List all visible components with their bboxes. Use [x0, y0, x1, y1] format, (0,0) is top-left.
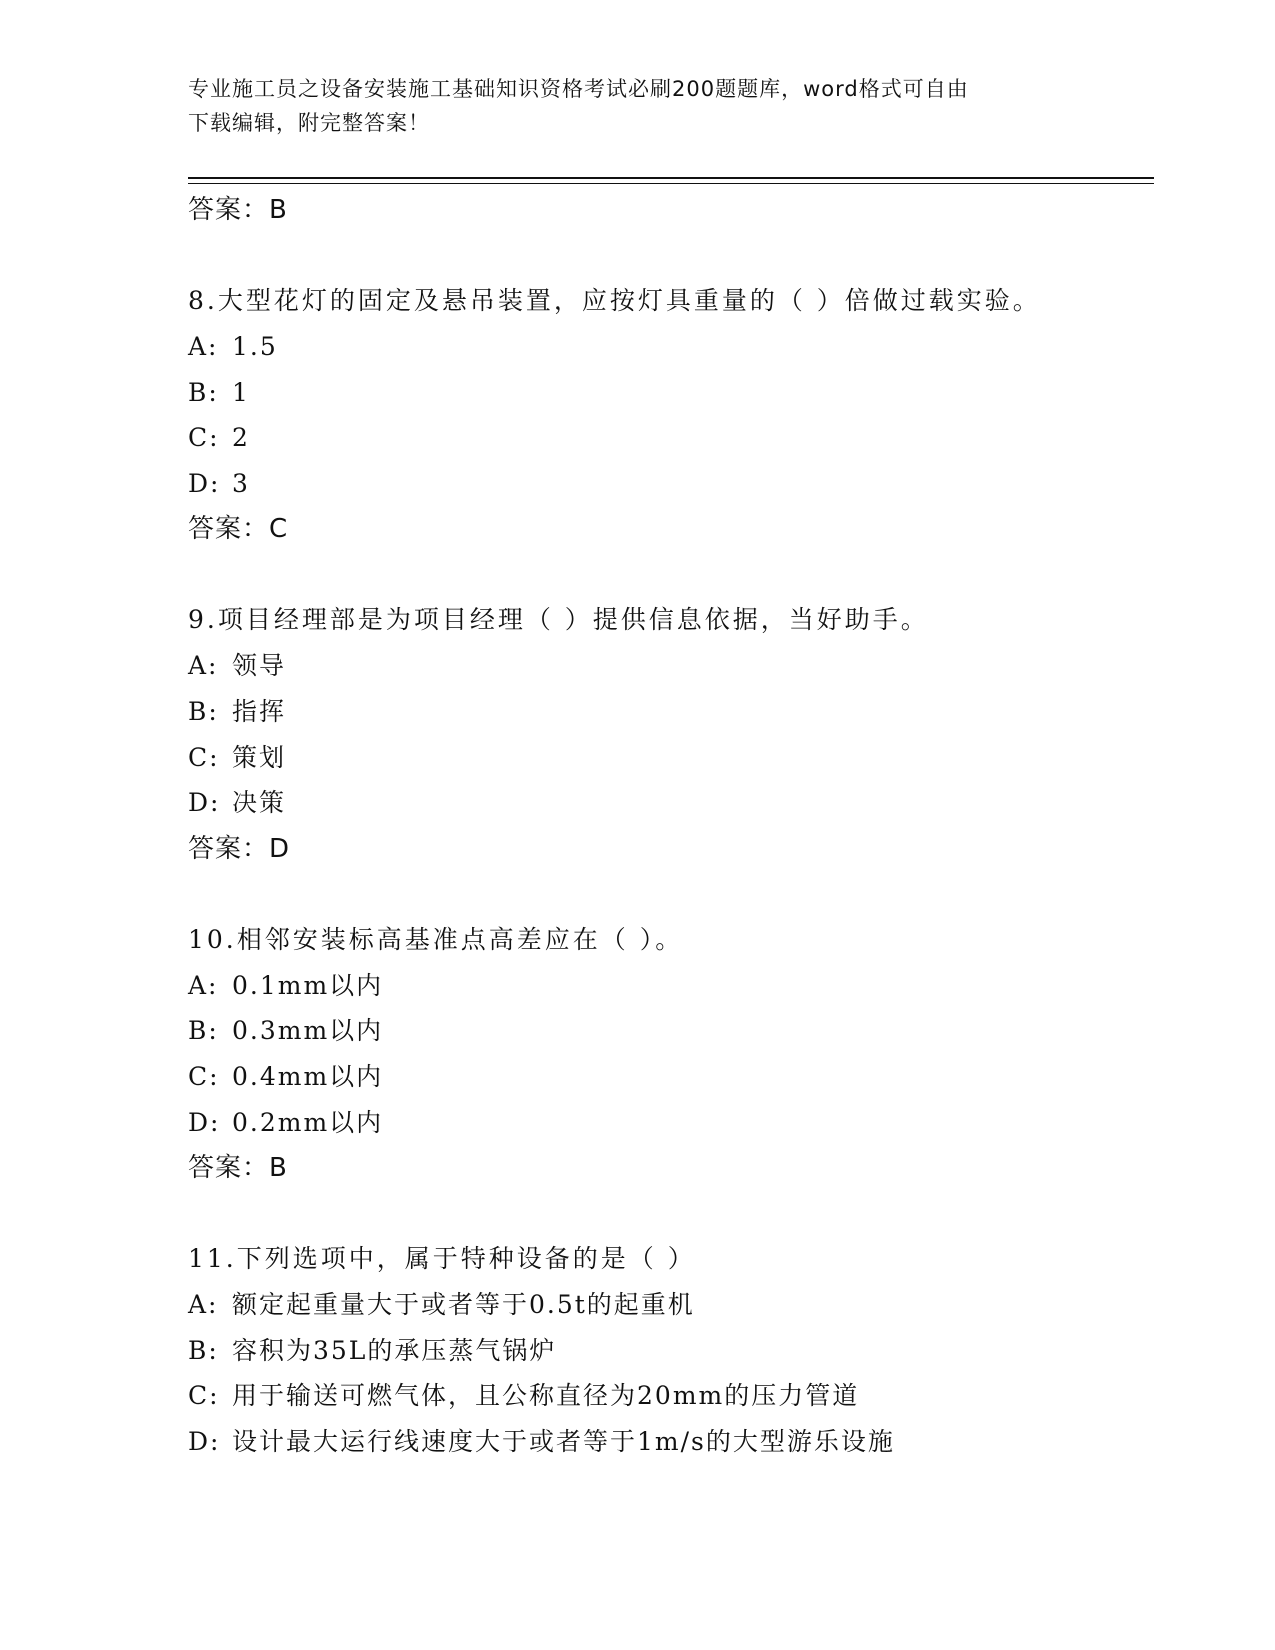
option-text: 0.1mm以内: [232, 970, 384, 1000]
option-10-c: [188, 1054, 1154, 1100]
option-8-a: [188, 324, 1154, 370]
option-11-d: [188, 1419, 1154, 1465]
option-letter: B:: [188, 1335, 219, 1365]
question-9-text: 9.项目经理部是为项目经理（ ）提供信息依据，当好助手。: [188, 605, 929, 635]
option-text: 3: [232, 468, 250, 498]
option-letter: A:: [188, 1290, 219, 1320]
header-line-2: 下载编辑，附完整答案！: [188, 111, 430, 135]
answer-10: 答案：B: [188, 1153, 288, 1184]
option-9-c: [188, 735, 1154, 781]
option-8-b: [188, 370, 1154, 416]
question-block-8: [188, 278, 1154, 552]
option-11-a: [188, 1282, 1154, 1328]
option-text: 额定起重量大于或者等于0.5t的起重机: [232, 1290, 695, 1320]
question-11-text: 11.下列选项中，属于特种设备的是（ ）: [188, 1244, 696, 1274]
answer-8: 答案：C: [188, 514, 289, 545]
option-8-c: [188, 415, 1154, 461]
option-text: 1.5: [232, 332, 278, 361]
option-letter: A:: [188, 332, 219, 361]
spacer: [188, 1191, 1154, 1236]
option-text: 决策: [232, 788, 287, 818]
option-letter: D:: [188, 1107, 221, 1137]
option-text: 策划: [232, 742, 287, 772]
option-letter: A:: [188, 651, 219, 681]
option-text: 领导: [232, 651, 287, 681]
question-list: [188, 187, 1154, 1465]
option-letter: C:: [188, 1381, 220, 1411]
option-letter: D:: [188, 468, 221, 498]
option-letter: C:: [188, 1061, 220, 1091]
option-letter: B:: [188, 696, 219, 726]
option-letter: C:: [188, 423, 220, 453]
option-text: 2: [232, 423, 250, 453]
option-8-d: [188, 461, 1154, 507]
question-block-11: [188, 1236, 1154, 1464]
spacer: [188, 872, 1154, 917]
option-text: 0.2mm以内: [232, 1107, 384, 1137]
option-letter: D:: [188, 1426, 221, 1456]
answer-9: 答案：D: [188, 833, 291, 864]
option-9-b: [188, 689, 1154, 735]
question-10-text: 10.相邻安装标高基准点高差应在（ ）。: [188, 924, 684, 954]
option-text: 设计最大运行线速度大于或者等于1m/s的大型游乐设施: [232, 1426, 895, 1456]
option-text: 用于输送可燃气体，且公称直径为20mm的压力管道: [232, 1381, 860, 1411]
option-text: 0.4mm以内: [232, 1061, 384, 1091]
option-letter: B:: [188, 377, 219, 407]
answer-7: 答案：B: [188, 195, 288, 225]
question-8-text: 8.大型花灯的固定及悬吊装置，应按灯具重量的（ ）倍做过载实验。: [188, 286, 1041, 315]
question-block-9: [188, 597, 1154, 871]
option-letter: C:: [188, 742, 220, 772]
option-letter: A:: [188, 970, 219, 1000]
option-text: 容积为35L的承压蒸气锅炉: [232, 1335, 557, 1365]
option-letter: B:: [188, 1016, 219, 1046]
header-rule-thick: [188, 177, 1154, 179]
option-letter: D:: [188, 788, 221, 818]
option-11-b: [188, 1328, 1154, 1374]
option-text: 指挥: [232, 696, 287, 726]
option-9-d: [188, 780, 1154, 826]
option-10-a: [188, 963, 1154, 1009]
spacer: [188, 552, 1154, 597]
header-rule-thin: [188, 183, 1154, 184]
document-header: [188, 72, 1088, 140]
option-text: 1: [232, 377, 250, 407]
option-10-d: [188, 1100, 1154, 1146]
option-text: 0.3mm以内: [232, 1016, 384, 1046]
option-10-b: [188, 1008, 1154, 1054]
question-block-10: [188, 917, 1154, 1191]
option-9-a: [188, 643, 1154, 689]
spacer: [188, 233, 1154, 278]
option-11-c: [188, 1373, 1154, 1419]
header-line-1: 专业施工员之设备安装施工基础知识资格考试必刷200题题库，word格式可自由: [188, 77, 969, 101]
